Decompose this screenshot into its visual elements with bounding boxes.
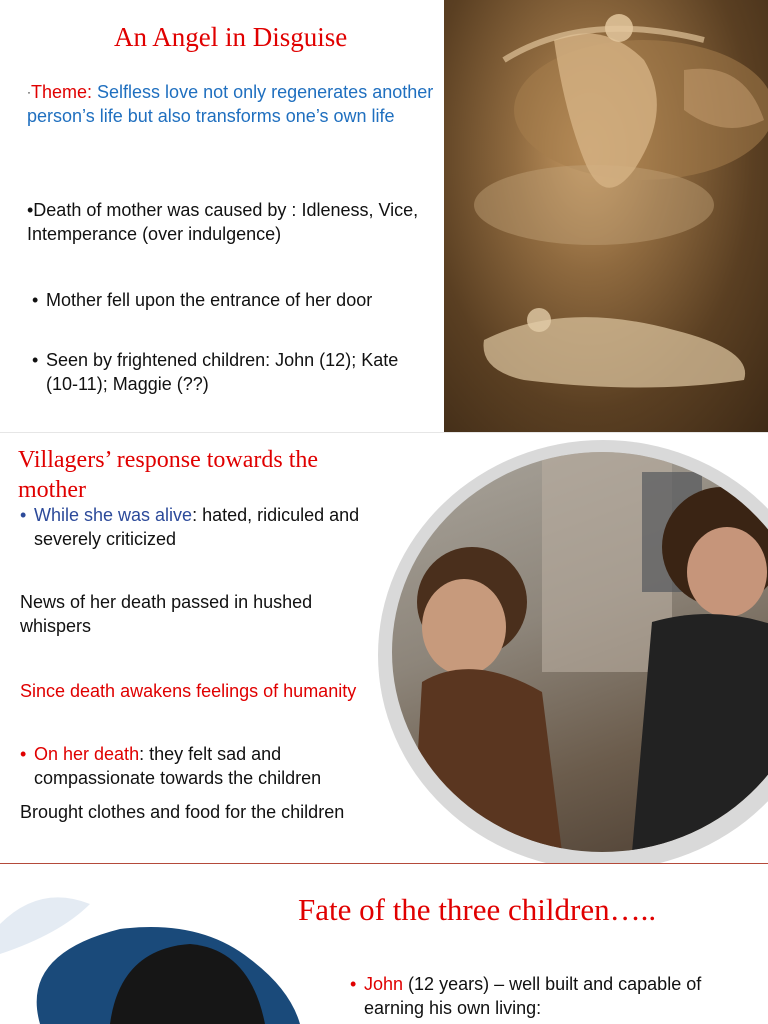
theme-mark: · (27, 85, 31, 99)
slide-1 (0, 0, 768, 432)
bullet-dot: • (32, 290, 39, 310)
bullet-dot: • (32, 350, 39, 370)
bullet-dot: • (350, 974, 357, 994)
slide-1-title: An Angel in Disguise (114, 22, 348, 52)
slide-2 (0, 433, 768, 863)
angel-painting (444, 0, 768, 432)
bullet-john (350, 972, 740, 1020)
theme-paragraph (27, 80, 442, 128)
john-label: John (364, 974, 404, 994)
bullet-text: Seen by frightened children: John (12); Kate (10-11); Maggie (??) (46, 350, 399, 394)
bullet-on-her-death (20, 742, 380, 790)
theme-label: Theme: (31, 82, 93, 102)
brought-text: Brought clothes and food for the children (20, 802, 345, 822)
theme-text: Selfless love not only regenerates another person’s life but also transforms one’s own life (27, 82, 434, 126)
bullet-seen-by-children (32, 348, 432, 396)
news-text: News of her death passed in hushed whispers (20, 592, 313, 636)
alive-label: While she was alive (34, 505, 193, 525)
slide-3 (0, 864, 768, 1024)
bullet-text: Mother fell upon the entrance of her door (46, 290, 373, 310)
death-label: On her death (34, 744, 140, 764)
alive-text: : hated, ridiculed and severely criticized (34, 505, 360, 549)
death-text: : they felt sad and compassionate towards the children (34, 744, 322, 788)
boy-photo-art (0, 864, 300, 1024)
bullet-dot: • (20, 505, 27, 525)
since-text: Since death awakens feelings of humanity (20, 681, 357, 701)
bullet-dot: • (20, 744, 27, 764)
john-text: (12 years) – well built and capable of earning his own living: (364, 974, 702, 1018)
slide-2-title: Villagers’ response towards the mother (18, 447, 319, 503)
death-cause-text: •Death of mother was caused by : Idleness, Vice, Intemperance (over indulgence) (27, 200, 419, 244)
slide-3-title: Fate of the three children….. (298, 892, 657, 927)
bullet-mother-fell (32, 288, 417, 312)
angel-painting-art (444, 0, 768, 432)
bullet-while-alive (20, 503, 380, 551)
